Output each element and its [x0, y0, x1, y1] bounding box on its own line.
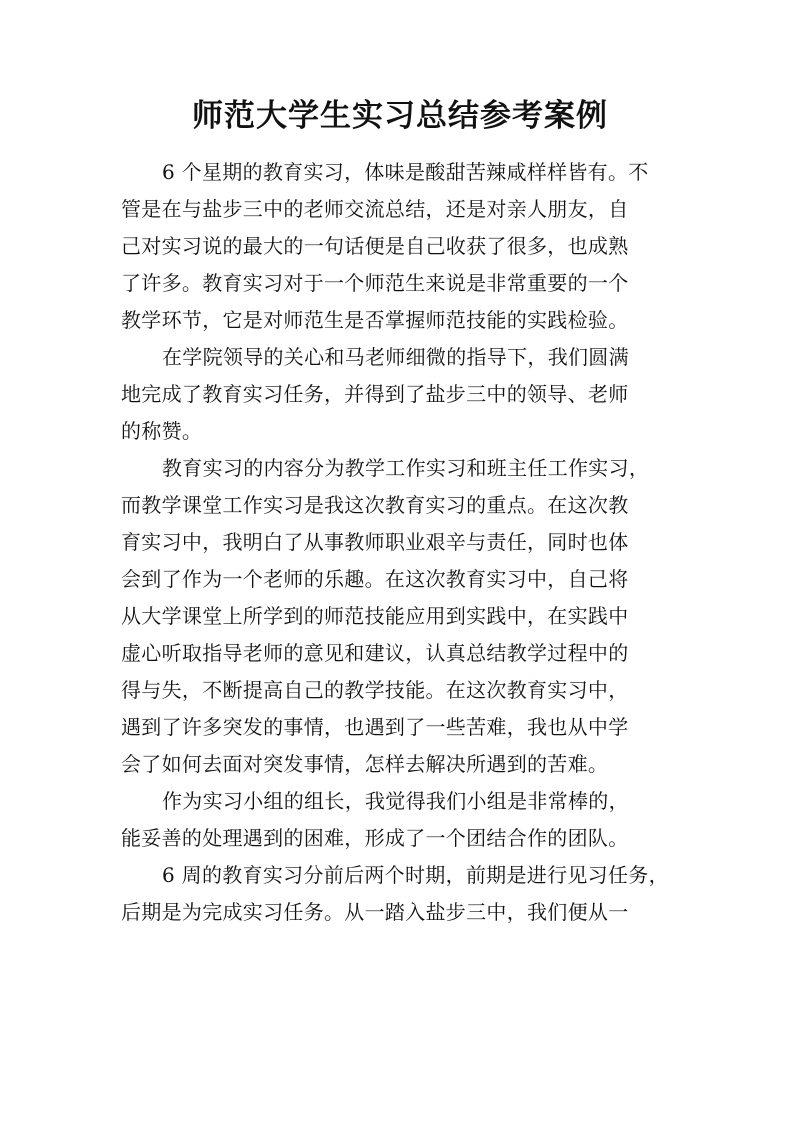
- text-line: 作为实习小组的组长，我觉得我们小组是非常棒的，: [162, 789, 629, 813]
- text-line: 虚心听取指导老师的意见和建议，认真总结教学过程中的: [121, 641, 629, 665]
- text-line: 地完成了教育实习任务，并得到了盐步三中的领导、老师: [121, 382, 629, 406]
- text-line: 6 周的教育实习分前后两个时期，前期是进行见习任务，: [162, 863, 669, 887]
- text-line: 教育实习的内容分为教学工作实习和班主任工作实习，: [162, 456, 650, 480]
- text-line: 教学环节，它是对师范生是否掌握师范技能的实践检验。: [121, 308, 629, 332]
- text-line: 从大学课堂上所学到的师范技能应用到实践中，在实践中: [121, 604, 629, 628]
- paragraph: [121, 450, 681, 783]
- text-line: 得与失，不断提高自己的教学技能。在这次教育实习中，: [121, 678, 629, 702]
- text-line: 遇到了许多突发的事情，也遇到了一些苦难，我也从中学: [121, 715, 629, 739]
- text-line: 管是在与盐步三中的老师交流总结，还是对亲人朋友，自: [121, 197, 629, 221]
- paragraph: [121, 154, 681, 339]
- text-line: 6 个星期的教育实习，体味是酸甜苦辣咸样样皆有。不: [162, 160, 649, 184]
- text-line: 能妥善的处理遇到的困难，形成了一个团结合作的团队。: [121, 826, 629, 850]
- text-line: 会了如何去面对突发事情，怎样去解决所遇到的苦难。: [121, 752, 609, 776]
- text-line: 育实习中，我明白了从事教师职业艰辛与责任，同时也体: [121, 530, 629, 554]
- text-line: 后期是为完成实习任务。从一踏入盐步三中，我们便从一: [121, 900, 629, 924]
- paragraph: [121, 339, 681, 450]
- document-title: 师范大学生实习总结参考案例: [192, 98, 608, 134]
- text-line: 己对实习说的最大的一句话便是自己收获了很多，也成熟: [121, 234, 629, 258]
- text-line: 会到了作为一个老师的乐趣。在这次教育实习中，自己将: [121, 567, 629, 591]
- paragraph: [121, 857, 681, 931]
- document-body: [121, 154, 681, 931]
- text-line: 的称赞。: [121, 419, 203, 443]
- text-line: 在学院领导的关心和马老师细微的指导下，我们圆满: [162, 345, 629, 369]
- paragraph: [121, 783, 681, 857]
- text-line: 而教学课堂工作实习是我这次教育实习的重点。在这次教: [121, 493, 629, 517]
- text-line: 了许多。教育实习对于一个师范生来说是非常重要的一个: [121, 271, 629, 295]
